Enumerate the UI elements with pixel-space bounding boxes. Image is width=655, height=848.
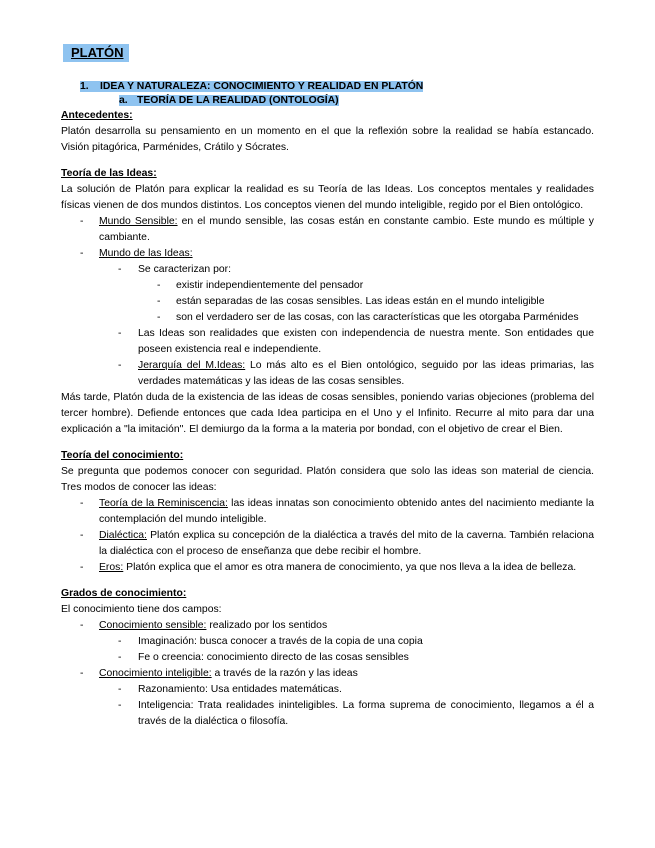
title-row [61,44,594,66]
bullet-dash: - [118,652,122,663]
list-item-text: Imaginación: busca conocer a través de la copia de una copia [138,636,423,647]
document-page [61,44,594,730]
text-caracterizan: Se caracterizan por: [138,264,231,275]
section-heading-teoria-ideas: Teoría de las Ideas: [61,168,157,179]
bullet-dash: - [157,280,161,291]
bullet-dash: - [118,700,122,711]
list-item-dialectica [61,528,594,560]
bullet-dash: - [80,620,84,631]
page-title: PLATÓN [63,44,129,62]
text-dialectica: Platón explica su concepción de la dialéctica a través del mito de la caverna. También relaciona la dialéctica con el proceso de enseñanza que debe recibir el hombre. [99,530,594,557]
list-item-text: son el verdadero ser de las cosas, con las características que les otorgaba Parménides [176,312,579,323]
paragraph-teoria-ideas-intro: La solución de Platón para explicar la realidad es su Teoría de las Ideas. Los conceptos mentales y realidades físicas vienen de dos mundos distintos. Los conceptos vienen del mundo inteligible, regido por el Bien ontológico. [61,184,594,211]
list-item [61,278,594,294]
heading-2-number: a. [119,95,128,106]
bullet-dash: - [118,684,122,695]
list-item-realidades [61,326,594,358]
list-item-jerarquia [61,358,594,390]
text-eros: Platón explica que el amor es otra manera de conocimiento, ya que nos lleva a la idea de belleza. [123,562,577,573]
list-item [61,650,594,666]
heading-1-number: 1. [80,81,89,92]
bullet-dash: - [80,562,84,573]
bullet-dash: - [80,216,84,227]
text-reminiscencia: las ideas innatas son conocimiento obtenido antes del nacimiento mediante la contemplación del mundo inteligible. [99,498,594,525]
term-reminiscencia: Teoría de la Reminiscencia: [99,498,228,509]
list-item [61,294,594,310]
list-item [61,310,594,326]
bullet-dash: - [80,530,84,541]
term-jerarquia: Jerarquía del M.Ideas: [138,360,246,371]
text-realidades: Las Ideas son realidades que existen con independencia de nuestra mente. Son entidades que poseen existencia real e independiente. [138,328,594,355]
paragraph-teoria-ideas-closing: Más tarde, Platón duda de la existencia de las ideas de cosas sensibles, poniendo varias objeciones (problema del tercer hombre). Defiende entonces que cada Idea participa en el Uno y el Infinito. Recurre al mito para dar una explicación a "la imitación". El demiurgo da la forma a la materia por bondad, con el objetivo de crear el Bien. [61,392,594,435]
bullet-dash: - [118,360,122,371]
list-item-caracterizan [61,262,594,278]
text-conocimiento-inteligible: a través de la razón y las ideas [211,668,358,679]
bullet-dash: - [80,248,84,259]
list-item [61,634,594,650]
bullet-dash: - [118,264,122,275]
text-jerarquia: Lo más alto es el Bien ontológico, seguido por las ideas primarias, las verdades matemáticas y las ideas de las cosas sensibles. [138,360,594,387]
list-item-text: Fe o creencia: conocimiento directo de las cosas sensibles [138,652,409,663]
bullet-dash: - [157,312,161,323]
section-heading-grados: Grados de conocimiento: [61,588,187,599]
term-mundo-ideas: Mundo de las Ideas: [99,248,193,259]
bullet-dash: - [157,296,161,307]
term-dialectica: Dialéctica: [99,530,147,541]
list-item-text: están separadas de las cosas sensibles. Las ideas están en el mundo inteligible [176,296,545,307]
list-item [61,698,594,730]
term-conocimiento-sensible: Conocimiento sensible: [99,620,207,631]
list-item-reminiscencia [61,496,594,528]
text-conocimiento-sensible: realizado por los sentidos [206,620,328,631]
list-item-mundo-ideas [61,246,594,262]
paragraph-antecedentes: Platón desarrolla su pensamiento en un momento en el que la reflexión sobre la realidad se había estancado. Visión pitagórica, Parménides, Crátilo y Sócrates. [61,126,594,153]
list-item-conocimiento-sensible [61,618,594,634]
section-heading-antecedentes: Antecedentes: [61,110,133,121]
bullet-dash: - [118,636,122,647]
list-item-text: Razonamiento: Usa entidades matemáticas. [138,684,342,695]
bullet-dash: - [80,668,84,679]
bullet-dash: - [80,498,84,509]
text-mundo-sensible: en el mundo sensible, las cosas están en constante cambio. Este mundo es múltiple y cambiante. [99,216,594,243]
paragraph-teoria-conocimiento-intro: Se pregunta que podemos conocer con seguridad. Platón considera que solo las ideas son material de ciencia. Tres modos de conocer las ideas: [61,466,594,493]
list-item-conocimiento-inteligible [61,666,594,682]
heading-1-text: IDEA Y NATURALEZA: CONOCIMIENTO Y REALIDAD EN PLATÓN [100,81,424,92]
heading-2 [61,94,594,108]
term-eros: Eros: [99,562,124,573]
bullet-dash: - [118,328,122,339]
section-heading-teoria-conocimiento: Teoría del conocimiento: [61,450,184,461]
term-conocimiento-inteligible: Conocimiento inteligible: [99,668,212,679]
list-item-text: Inteligencia: Trata realidades ininteligibles. La forma suprema de conocimiento, llegamos a él a través de la dialéctica o filosofía. [138,700,594,727]
list-item [61,682,594,698]
list-item-eros [61,560,594,576]
list-item-mundo-sensible [61,214,594,246]
heading-1 [61,80,594,94]
heading-2-text: TEORÍA DE LA REALIDAD (ONTOLOGÍA) [137,95,339,106]
term-mundo-sensible: Mundo Sensible: [99,216,178,227]
list-item-text: existir independientemente del pensador [176,280,364,291]
paragraph-grados-intro: El conocimiento tiene dos campos: [61,604,222,615]
